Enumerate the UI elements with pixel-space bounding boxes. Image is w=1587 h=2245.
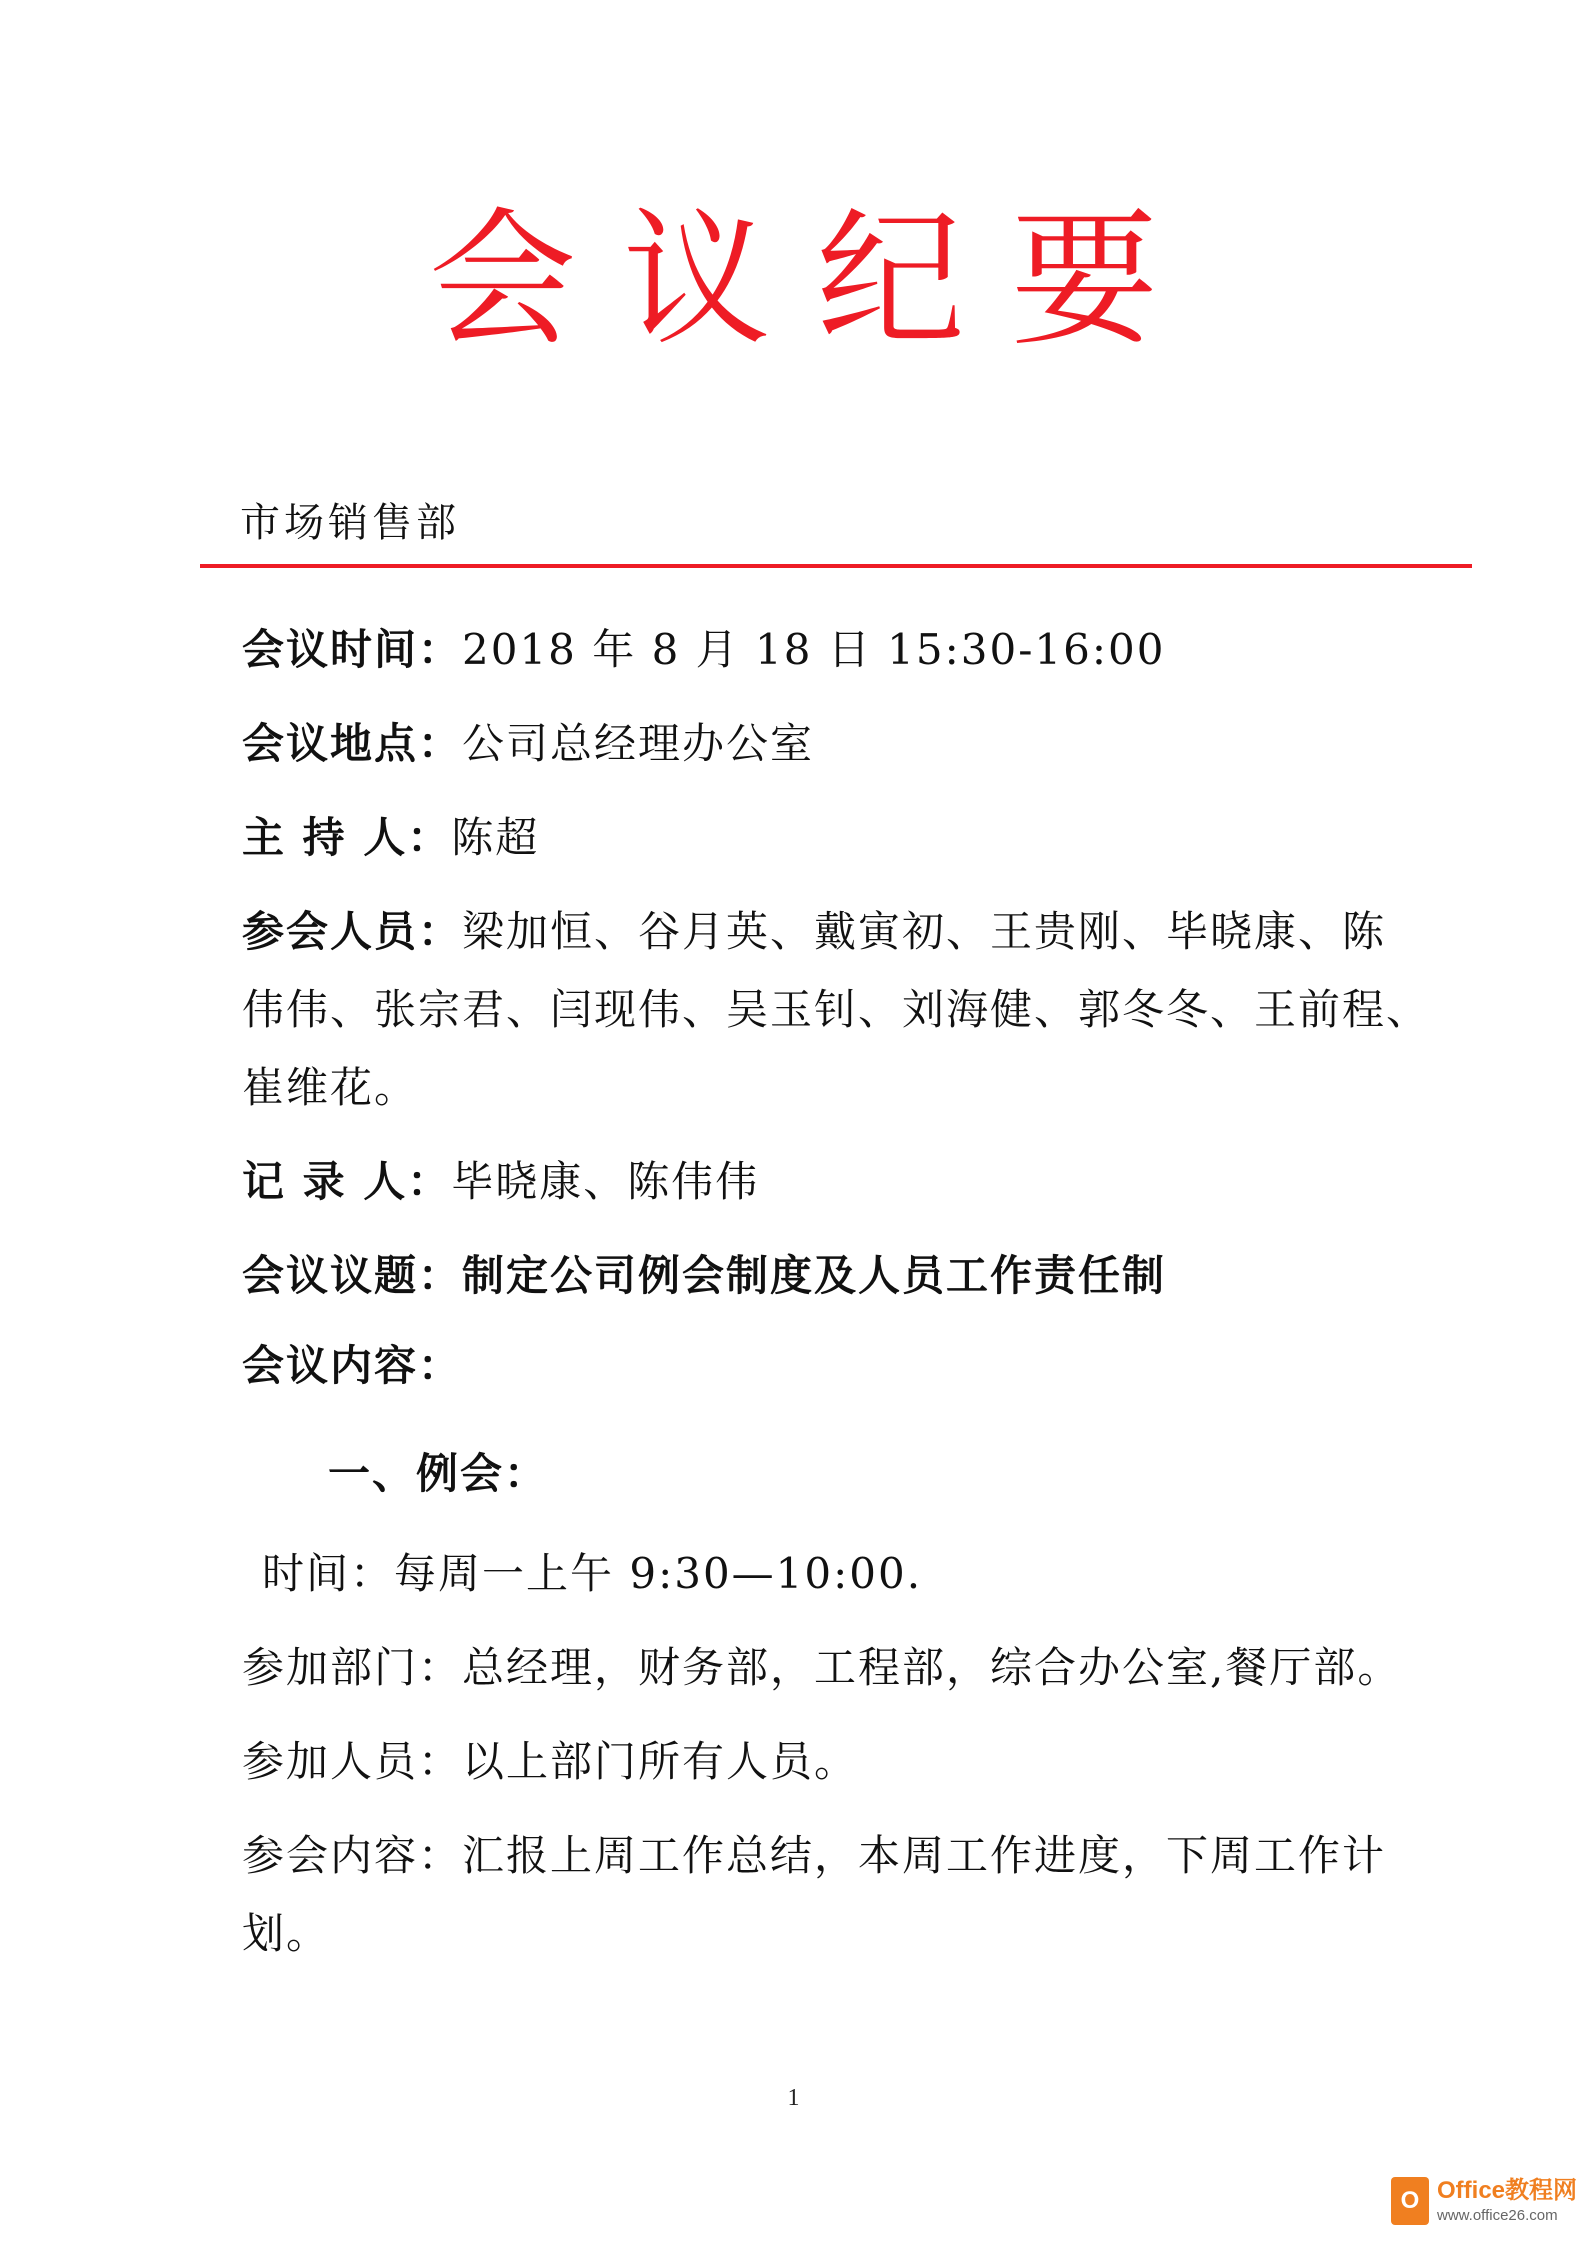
meeting-location-label: 会议地点： (242, 719, 463, 768)
section-content-line-2: 划。 (242, 1909, 331, 1958)
section-time-line: 时间：每周一上午 9:30—10:00. (262, 1549, 923, 1598)
meeting-content-row (242, 1338, 462, 1394)
recorder-value: 毕晓康、陈伟伟 (451, 1157, 760, 1206)
section-content-line-1: 参会内容：汇报上周工作总结，本周工作进度，下周工作计 (242, 1831, 1387, 1880)
section-heading: 一、例会： (328, 1449, 549, 1498)
department-name: 市场销售部 (240, 500, 460, 546)
participants-line-3: 崔维花。 (242, 1063, 419, 1112)
meeting-topic-value: 制定公司例会制度及人员工作责任制 (462, 1251, 1167, 1300)
red-divider-line (200, 564, 1472, 568)
meeting-location-value: 公司总经理办公室 (462, 719, 815, 768)
section-people-line: 参加人员：以上部门所有人员。 (242, 1737, 859, 1786)
participants-label: 参会人员： (242, 907, 463, 956)
meeting-topic-row (242, 1248, 1166, 1304)
document-title: 会议纪要 (428, 194, 1205, 366)
meeting-host-row (242, 810, 539, 866)
site-watermark (1391, 2167, 1578, 2237)
meeting-content-label: 会议内容： (242, 1341, 463, 1390)
recorder-label: 记 录 人： (242, 1157, 452, 1206)
participants-line-2: 伟伟、张宗君、闫现伟、吴玉钊、刘海健、郭冬冬、王前程、 (242, 985, 1431, 1034)
meeting-location-row (242, 716, 814, 772)
participants-line-1: 梁加恒、谷月英、戴寅初、王贵刚、毕晓康、陈 (462, 907, 1387, 956)
watermark-title: Office教程网 (1437, 2177, 1578, 2204)
office-logo-icon: O (1391, 2177, 1429, 2225)
recorder-row (242, 1154, 759, 1210)
meeting-host-value: 陈超 (451, 813, 540, 862)
page-number: 1 (787, 2085, 800, 2111)
meeting-time-value: 2018 年 8 月 18 日 15:30-16:00 (462, 625, 1166, 674)
section-departments-line: 参加部门：总经理，财务部，工程部，综合办公室,餐厅部。 (242, 1643, 1402, 1692)
watermark-url: www.office26.com (1437, 2207, 1558, 2224)
participants-row-1 (242, 904, 1386, 960)
meeting-time-row (242, 622, 1165, 678)
meeting-time-label: 会议时间： (242, 625, 463, 674)
meeting-host-label: 主 持 人： (242, 813, 452, 862)
meeting-topic-label: 会议议题： (242, 1251, 463, 1300)
